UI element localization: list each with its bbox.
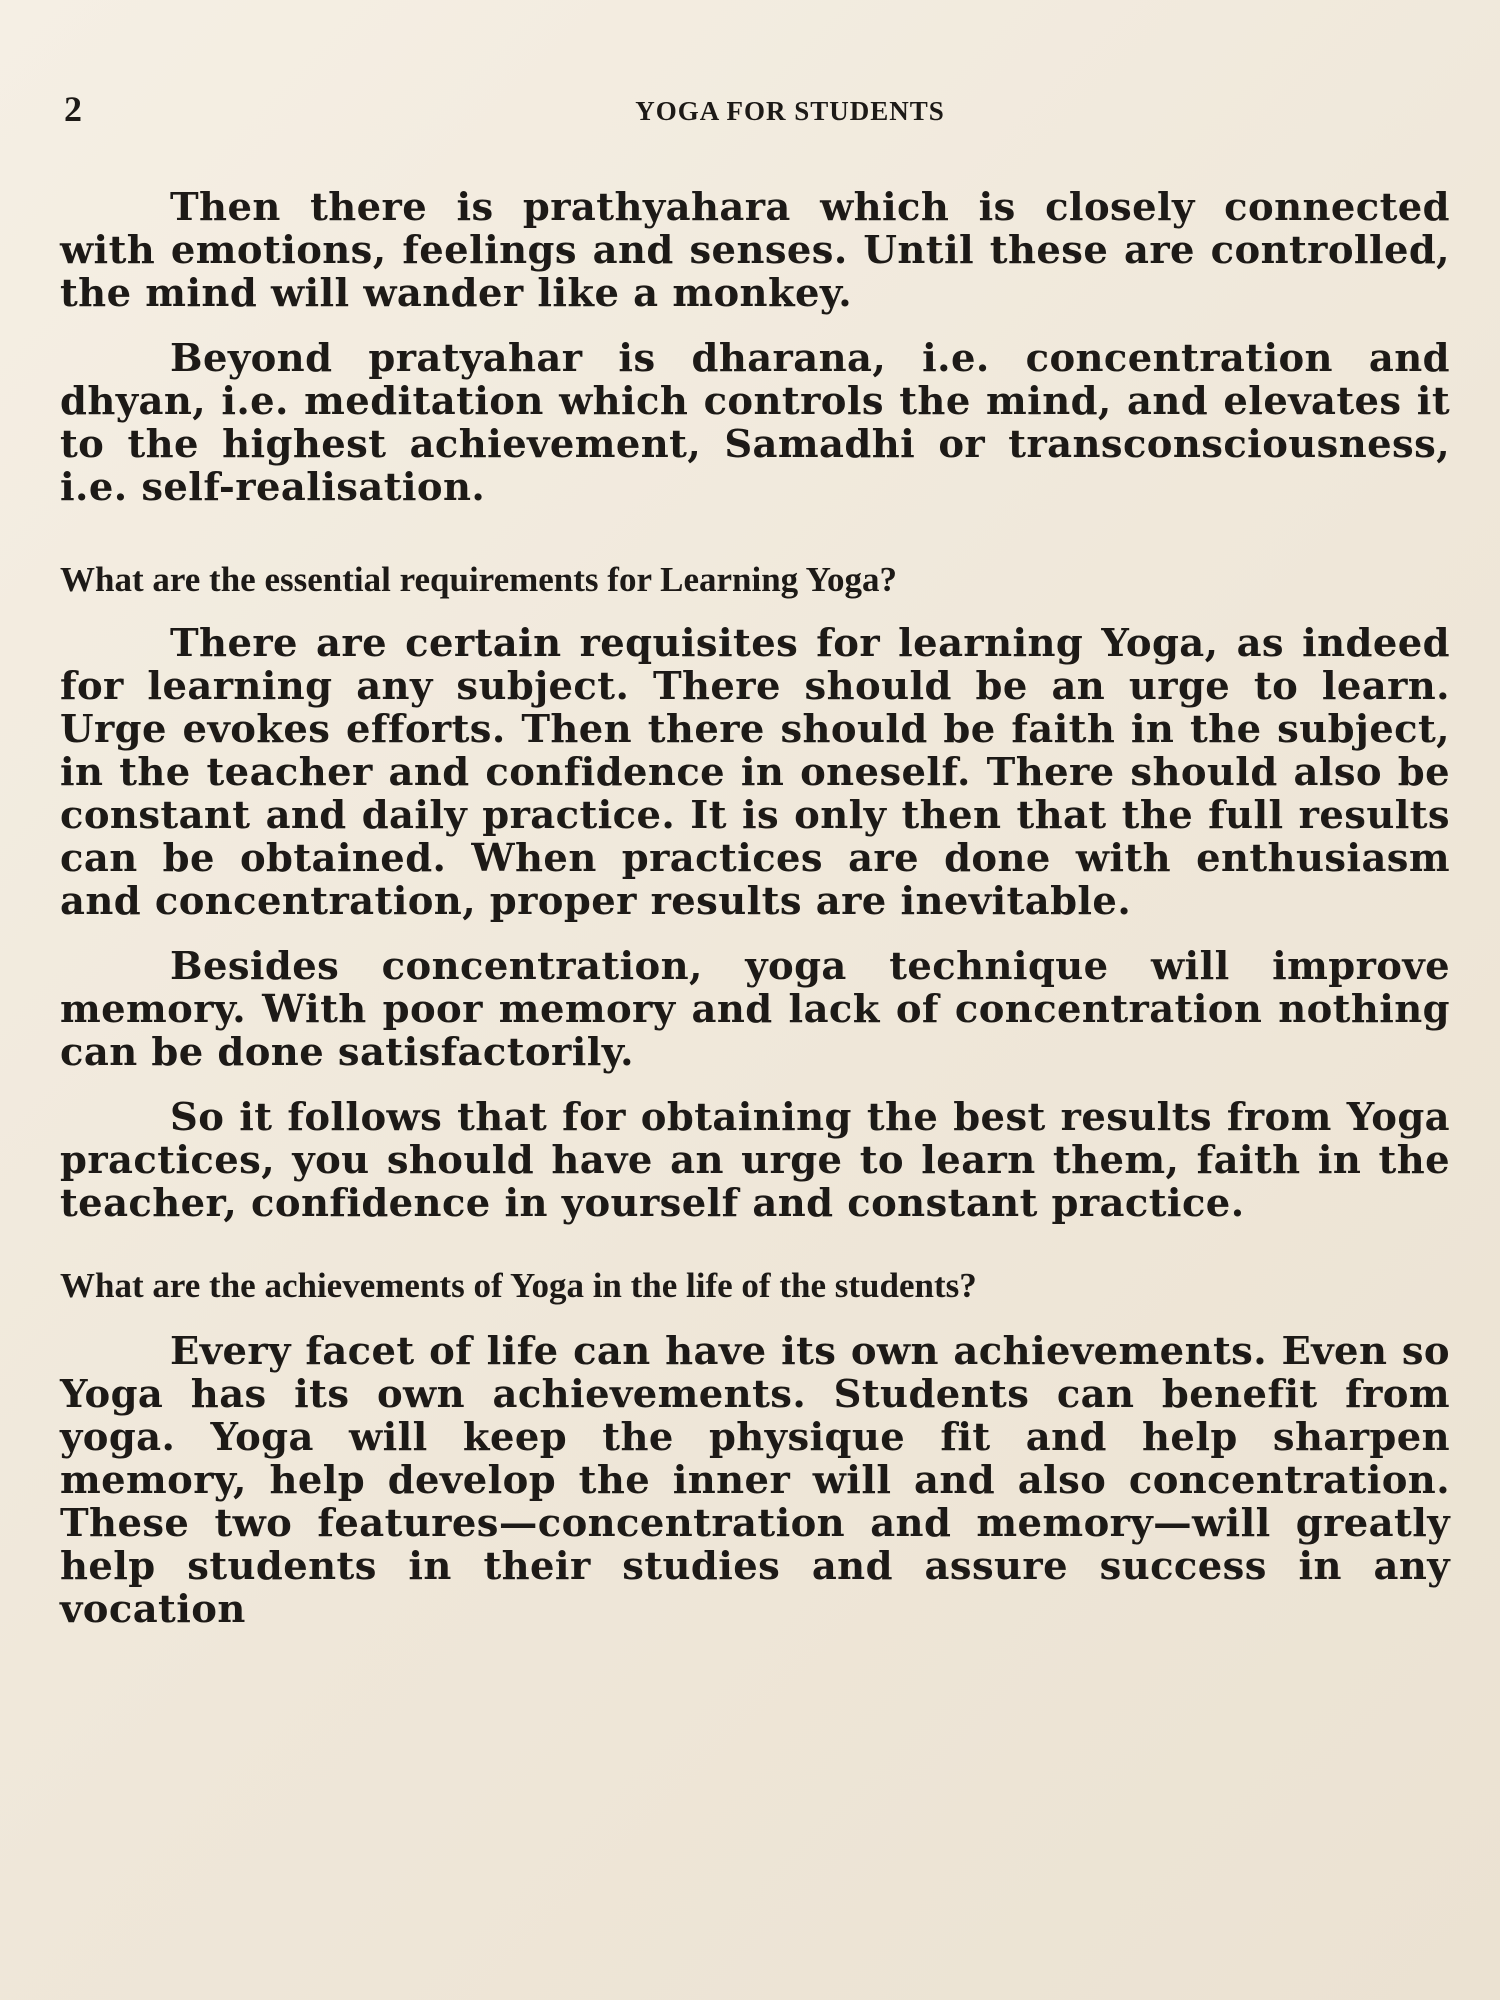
- question-heading-achievements: What are the achievements of Yoga in the life of the students?: [60, 1266, 977, 1305]
- paragraph-memory: Besides concentration, yoga technique will improve memory. With poor memory and lack of concentration nothing can be done satisfactorily.: [60, 944, 1450, 1075]
- page-body: [60, 186, 1450, 1631]
- page-header: [60, 88, 1440, 138]
- paragraph-prathyahara: Then there is prathyahara which is closely connected with emotions, feelings and senses. Until these are controlled, the mind will wander like a monkey.: [60, 185, 1450, 316]
- paragraph-requisites: There are certain requisites for learning Yoga, as indeed for learning any subject. There should be an urge to learn. Urge evokes efforts. Then there should be faith in the subject, in the teacher and confidence in oneself. There should also be constant and daily practice. It is only then that the full results can be obtained. When practices are done with enthusiasm and concentration, proper results are inevitable.: [60, 621, 1450, 924]
- page-number: 2: [64, 89, 82, 129]
- question-heading-requirements: What are the essential requirements for Learning Yoga?: [60, 560, 898, 599]
- paragraph-summary: So it follows that for obtaining the best results from Yoga practices, you should have an urge to learn them, faith in the teacher, confidence in yourself and constant practice.: [60, 1095, 1450, 1226]
- running-head: YOGA FOR STUDENTS: [635, 96, 945, 126]
- paragraph-dharana: Beyond pratyahar is dharana, i.e. concentration and dhyan, i.e. meditation which controls the mind, and elevates it to the highest achievement, Samadhi or transconsciousness, i.e. self-realisation.: [60, 336, 1450, 510]
- paragraph-achievements: Every facet of life can have its own achievements. Even so Yoga has its own achievements. Students can benefit from yoga. Yoga will keep the physique fit and help sharpen memory, help develop the inner will and also concentration. These two features—concentration and memory—will greatly help students in their studies and assure success in any vocation: [60, 1329, 1450, 1632]
